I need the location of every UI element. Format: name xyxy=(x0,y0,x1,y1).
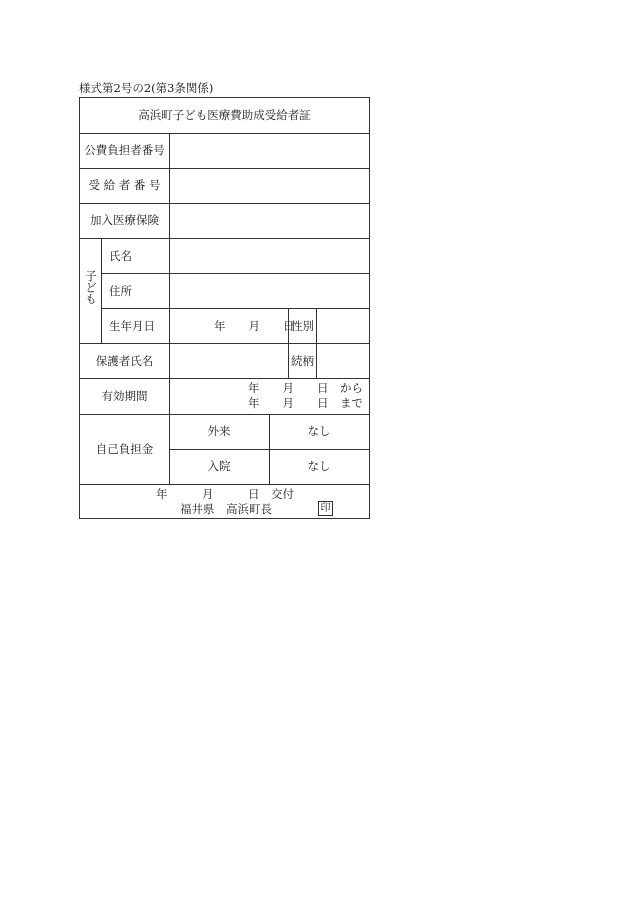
child-birth-date-label: 生年月日 xyxy=(109,319,155,333)
child-address-label: 住所 xyxy=(109,284,132,298)
issuer-name: 福井県 高浜町長 xyxy=(180,502,272,516)
child-name-label: 氏名 xyxy=(109,249,132,263)
grid-line xyxy=(80,484,369,485)
child-group-label: 子ども xyxy=(84,270,98,305)
copay-label: 自己負担金 xyxy=(95,442,154,456)
recipient-certificate-form xyxy=(79,97,370,519)
public-payer-number-label: 公費負担者番号 xyxy=(84,143,165,157)
grid-line xyxy=(80,414,369,415)
relationship-label: 続柄 xyxy=(291,354,314,368)
grid-line xyxy=(80,343,369,344)
guardian-name-label: 保護者氏名 xyxy=(95,354,154,368)
form-number-caption: 様式第2号の2(第3条関係) xyxy=(79,81,214,95)
grid-line xyxy=(80,133,369,134)
outpatient-label: 外来 xyxy=(207,424,231,438)
birth-date-field: 年 月 日 xyxy=(214,319,295,333)
grid-line xyxy=(101,308,369,309)
validity-from: 年 月 日 から xyxy=(248,381,363,395)
inpatient-copay-value: なし xyxy=(307,459,331,473)
recipient-number-label: 受 給 者 番 号 xyxy=(88,178,161,192)
certificate-title: 高浜町子ども医療費助成受給者証 xyxy=(138,108,311,122)
validity-label: 有効期間 xyxy=(101,389,148,403)
inpatient-label: 入院 xyxy=(207,459,231,473)
grid-line xyxy=(101,273,369,274)
insurance-label: 加入医療保険 xyxy=(90,213,159,227)
grid-line xyxy=(80,238,369,239)
grid-line xyxy=(80,203,369,204)
sex-label: 性別 xyxy=(291,319,314,333)
grid-line xyxy=(316,308,317,378)
validity-to: 年 月 日 まで xyxy=(248,396,363,410)
grid-line xyxy=(101,238,102,343)
outpatient-copay-value: なし xyxy=(307,424,331,438)
grid-line xyxy=(80,168,369,169)
grid-line xyxy=(80,378,369,379)
official-seal-box: 印 xyxy=(318,501,333,516)
issuance-date: 年 月 日 交付 xyxy=(156,487,294,501)
